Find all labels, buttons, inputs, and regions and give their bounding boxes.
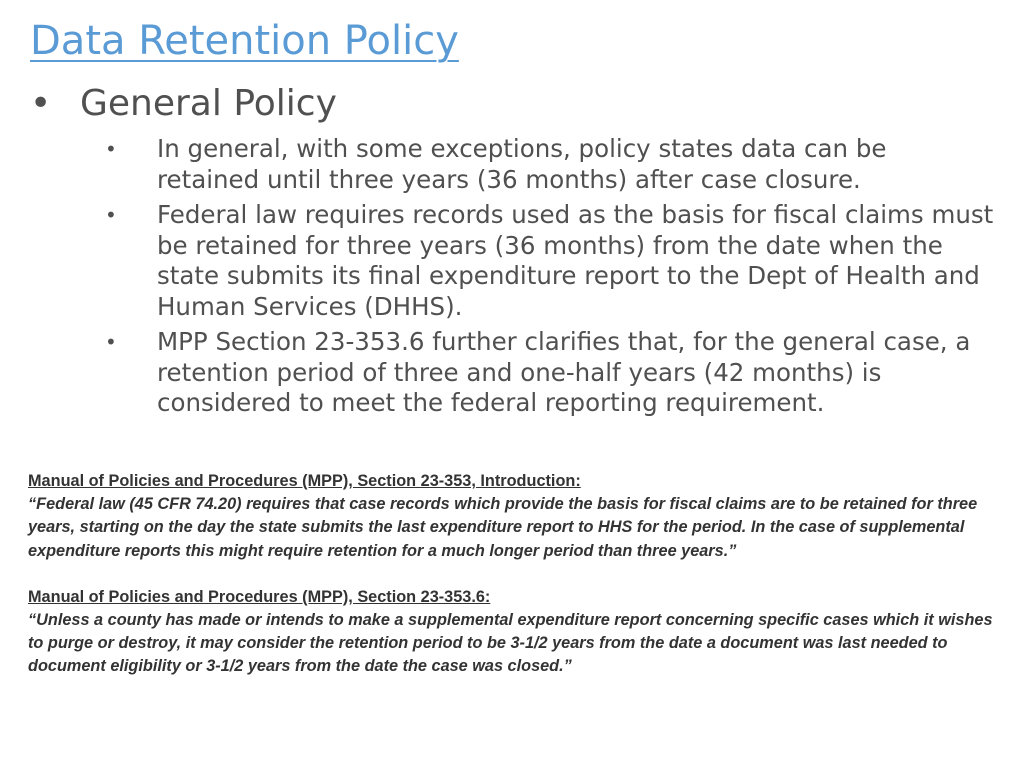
sub-bullet-item bbox=[105, 200, 995, 322]
slide-title: Data Retention Policy bbox=[30, 18, 459, 64]
sub-bullet-text: MPP Section 23-353.6 further clarifies that, for the general case, a retention period of three and one-half years (42 months) is considered to meet the federal reporting requirement. bbox=[157, 327, 971, 417]
bullet-marker: • bbox=[30, 83, 52, 124]
bullet-marker: • bbox=[105, 330, 117, 354]
bullet-marker: • bbox=[105, 203, 117, 227]
sub-bullet-text: Federal law requires records used as the basis for fiscal claims must be retained for three years (36 months) from the date when the state submits its final expenditure report to the Dept of Health and Human Services (DHHS). bbox=[157, 200, 994, 321]
sub-bullet-list bbox=[105, 134, 995, 424]
citation-quote: “Unless a county has made or intends to make a supplemental expenditure report concerning specific cases which it wishes to purge or destroy, it may consider the retention period to be 3-1/2 years from the date a document was last needed to document eligibility or 3-1/2 years from the date the case was closed.” bbox=[28, 611, 993, 676]
citation-block bbox=[28, 586, 1003, 679]
sub-bullet-text: In general, with some exceptions, policy states data can be retained until three years (36 months) after case closure. bbox=[157, 134, 887, 194]
bullet-marker: • bbox=[105, 137, 117, 161]
sub-bullet-item bbox=[105, 134, 995, 195]
citation-heading: Manual of Policies and Procedures (MPP), Section 23-353.6: bbox=[28, 587, 491, 606]
sub-bullet-item bbox=[105, 327, 995, 419]
citation-quote: “Federal law (45 CFR 74.20) requires that case records which provide the basis for fiscal claims are to be retained for three years, starting on the day the state submits the last expenditure report to HHS for the period. In the case of supplemental expenditure reports this might require retention for a much longer period than three years.” bbox=[28, 495, 978, 560]
citation-notes bbox=[28, 470, 1003, 679]
citation-heading: Manual of Policies and Procedures (MPP), Section 23-353, Introduction: bbox=[28, 472, 581, 490]
citation-block bbox=[28, 470, 1003, 563]
main-bullet-label: General Policy bbox=[80, 83, 337, 124]
